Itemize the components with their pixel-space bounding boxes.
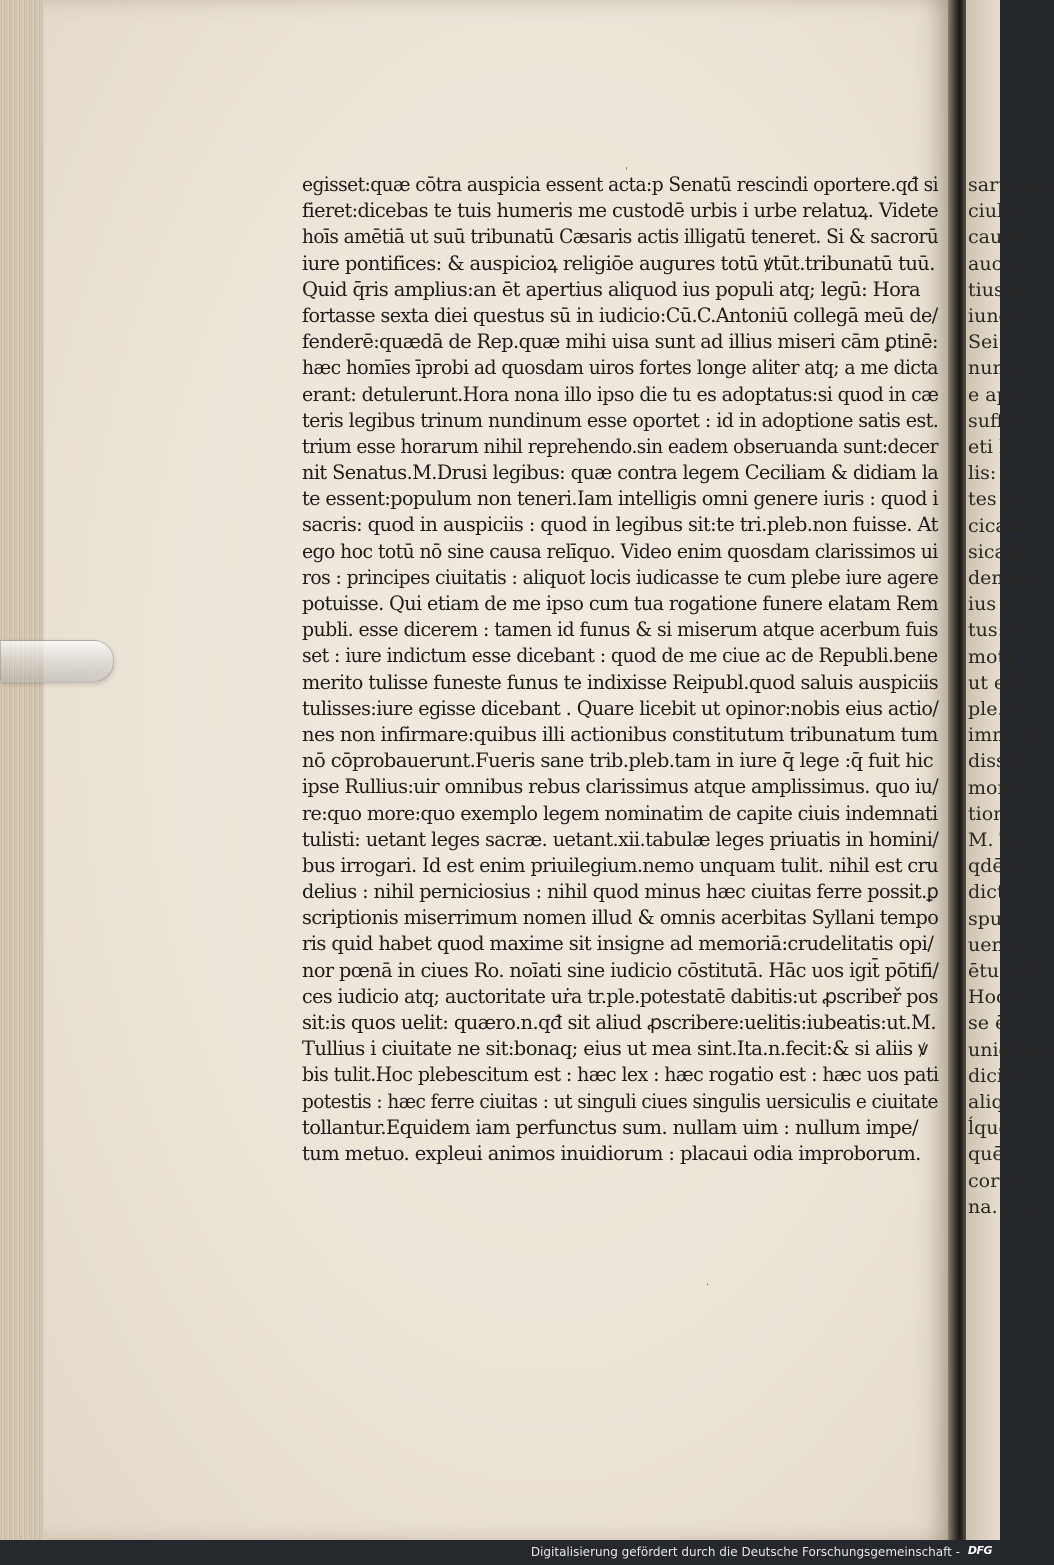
text-line: ipse Rullius:uir omnibus rebus clarissimus atque amplissimus. quo iu/ [302,775,939,799]
facing-page-fragment: aliqui [968,1091,1022,1113]
text-line: ris quid habet quod maxime sit insigne ad memoriā:crudelitatis opi/ [302,932,934,956]
text-line: teris legibus trinum nundinum esse oportet : id in adoptione satis est. [302,408,939,432]
facing-page-fragment: ius d [968,593,1015,616]
text-line: hoīs amētiā ut suū tribunatū Cæsaris actis illigatū teneret. Si & sacrorū [302,225,939,249]
facing-page-fragment: auctor [968,252,1031,275]
facing-page-fragment: ple. lic [968,698,1033,720]
facing-page-fragment: tus: & [968,619,1027,642]
footer-bar [0,1540,1000,1565]
facing-page-fragment: lis: e [968,462,1014,485]
text-line: potestis : hæc ferre ciuitas : ut singuli ciues singulis uersiculis e ciuitate [302,1089,938,1113]
text-line: nor pœnā in ciues Ro. noīati sine iudicio cōstitutā. Hāc uos igit̄ pōtifi/ [302,958,939,982]
facing-page-fragment: ētu ferr [968,960,1042,982]
facing-page-fragment: Hoc tu [968,986,1033,1009]
text-line: tulisses:iure egisse dicebant . Quare licebit ut opinor:nobis eius actio/ [302,696,939,720]
text-line: scriptionis miserrimum nomen illud & omnis acerbitas Syllani tempo [302,906,939,930]
page-stack-edge [0,0,44,1540]
facing-page-fragment: dictū [968,881,1017,904]
text-line: bis tulit.Hoc plebescitum est : hæc lex : hæc rogatio est : hæc uos pati [302,1063,939,1087]
text-column [302,172,938,1167]
facing-page-fragment: e apo [968,383,1021,406]
facing-page-fragment: uenia: [968,933,1028,956]
text-line: hæc homīes īprobi ad quosdam uiros fortes longe aliter atq; a me dicta [302,356,938,380]
facing-page-fragment: ĺquo [968,1117,1010,1140]
facing-page-fragment: suffrag [968,409,1037,432]
text-line: tollantur.Equidem iam perfunctus sum. nullam uim : nullum impe/ [302,1115,918,1139]
text-line: fieret:dicebas te tuis humeris me custodē urbis i urbe relatuꝝ. Videte [302,199,939,223]
facing-page-fragment: caueit [968,226,1028,249]
text-line: sacris: quod in auspiciis : quod in legibus sit:te tri.pleb.non fuisse. At [302,513,938,537]
text-line: ces iudicio atq; auctoritate uṙa tr.ple.potestatē dabitis:ut ꝓscribeř pos [302,984,938,1008]
facing-page [966,0,1054,1540]
text-line: sit:is quos uelit: quæro.n.qđ sit aliud ꝓscribere:uelitis:iubeatis:ut.M. [302,1011,936,1034]
facing-page-fragment: eti ho [968,436,1023,458]
facing-page-fragment: sicatio [968,540,1031,563]
facing-page-fragment: uniqdem [968,1038,1053,1061]
text-line: Quid q̄ris amplius:an ēt apertius aliquod ius populi atq; legū: Hora [302,277,920,301]
text-line: fortasse sexta diei questus sū in iudicio:Cū.C.Antoniū collegā meū de/ [302,303,938,327]
facing-page-fragment: se ēe c [968,1012,1035,1035]
text-line: nit Senatus.M.Drusi legibus: quæ contra legem Ceciliam & didiam la [302,461,939,485]
facing-page-fragment: immine [968,724,1040,747]
text-line: delius : nihil perniciosius : nihil quod minus hæc ciuitas ferre possit.ꝑ [302,880,939,904]
facing-page-fragment: tionē [968,802,1017,825]
facing-page-fragment: dicitu [968,1064,1023,1087]
facing-page-fragment: na. pcsp [968,1195,1049,1218]
text-line: tulisti: uetant leges sacræ. uetant.xii.tabulæ leges priuatis in homini/ [302,827,939,851]
text-line: nes non infirmare:quibus illi actionibus constitutum tribunatum tum [302,722,938,746]
facing-page-fragment: monui [968,776,1029,799]
text-line: egisset:quæ cōtra auspicia essent acta:p Senatū rescindi oportere.qđ si [302,173,938,196]
text-line: publi. esse dicerem : tamen id funus & si miserum atque acerbum fuis [302,618,938,642]
facing-page-fragment: tius ia [968,278,1028,301]
text-line: ego hoc totū nō sine causa relīquo. Video enim quosdam clarissimos ui [302,539,938,563]
facing-page-fragment: qdē ci [968,855,1027,878]
text-line: potuisse. Qui etiam de me ipso cum tua rogatione funere elatam Rem [302,592,939,615]
facing-page-fragment: ciub;a [968,200,1027,223]
bookmark-clip [0,640,114,682]
facing-page-fragment: mota [968,645,1017,668]
text-line: erant: detulerunt.Hora nona illo ipso die tu es adoptatus:si quod in cæ [302,382,939,406]
text-line: bus irrogari. Id est enim priuilegium.nemo unquam tulit. nihil est cru [302,853,939,877]
facing-page-fragment: deme p [968,567,1039,589]
text-line: ros : principes ciuitatis : aliquot locis iudicasse te cum plebe iure agere [302,565,939,589]
book-gutter [948,0,968,1540]
facing-page-fragment: iunga [968,305,1023,327]
facing-page-fragment: quē [968,1143,1004,1166]
text-line: merito tulisse funeste funus te indixisse Reipubl.quod saluis auspiciis [302,670,939,694]
facing-page-fragment: Sei in [968,331,1023,354]
text-line: iure pontifices: & auspicioꝝ religiōe augures totū ꝟtūt.tribunatū tuū. [302,251,935,275]
text-line: nō cōprobauerunt.Fueris sane trib.pleb.tam in iure q̄ lege :q̄ fuit hic [302,749,934,773]
facing-page-fragment: ut eas [968,671,1027,694]
text-line: re:quo more:quo exemplo legem nominatim de capite ciuis indemnati [302,801,938,825]
dfg-logo: DFG [967,1544,992,1557]
text-line: fenderē:quædā de Rep.quæ mihi uisa sunt ad illius miseri cām ꝑtinē: [302,330,938,354]
text-line: set : iure indictum esse dicebant : quod de me ciue ac de Republi.bene [302,644,938,668]
paper-speck: ˌ [625,160,628,171]
text-line: tum metuo. expleui animos inuidiorum : placaui odia improborum. [302,1141,921,1165]
paper-speck: · [706,1280,710,1291]
facing-page-fragment: dissidi [968,750,1031,773]
facing-page-fragment: corum [968,1169,1030,1192]
text-line: Tullius i ciuitate ne sit:bonaq; eius ut mea sint.Ita.n.fecit:& si aliis ꝟ [302,1037,928,1061]
text-line: te essent:populum non teneri.Iam intelligis omni genere iuris : quod i [302,487,938,511]
facing-page-fragment: sarubatu [968,174,1054,196]
facing-page-fragment: tes fa [968,488,1022,511]
facing-page-fragment: cicatus [968,514,1037,537]
funding-notice: Digitalisierung gefördert durch die Deutsche Forschungsgemeinschaft - [530,1545,960,1559]
facing-page-fragment: spurci [968,907,1028,930]
text-line: trium esse horarum nihil reprehendo.sin eadem obseruanda sunt:decer [302,434,938,458]
facing-page-fragment: nundi [968,357,1023,380]
facing-page-fragment: M. Tu [968,829,1025,851]
